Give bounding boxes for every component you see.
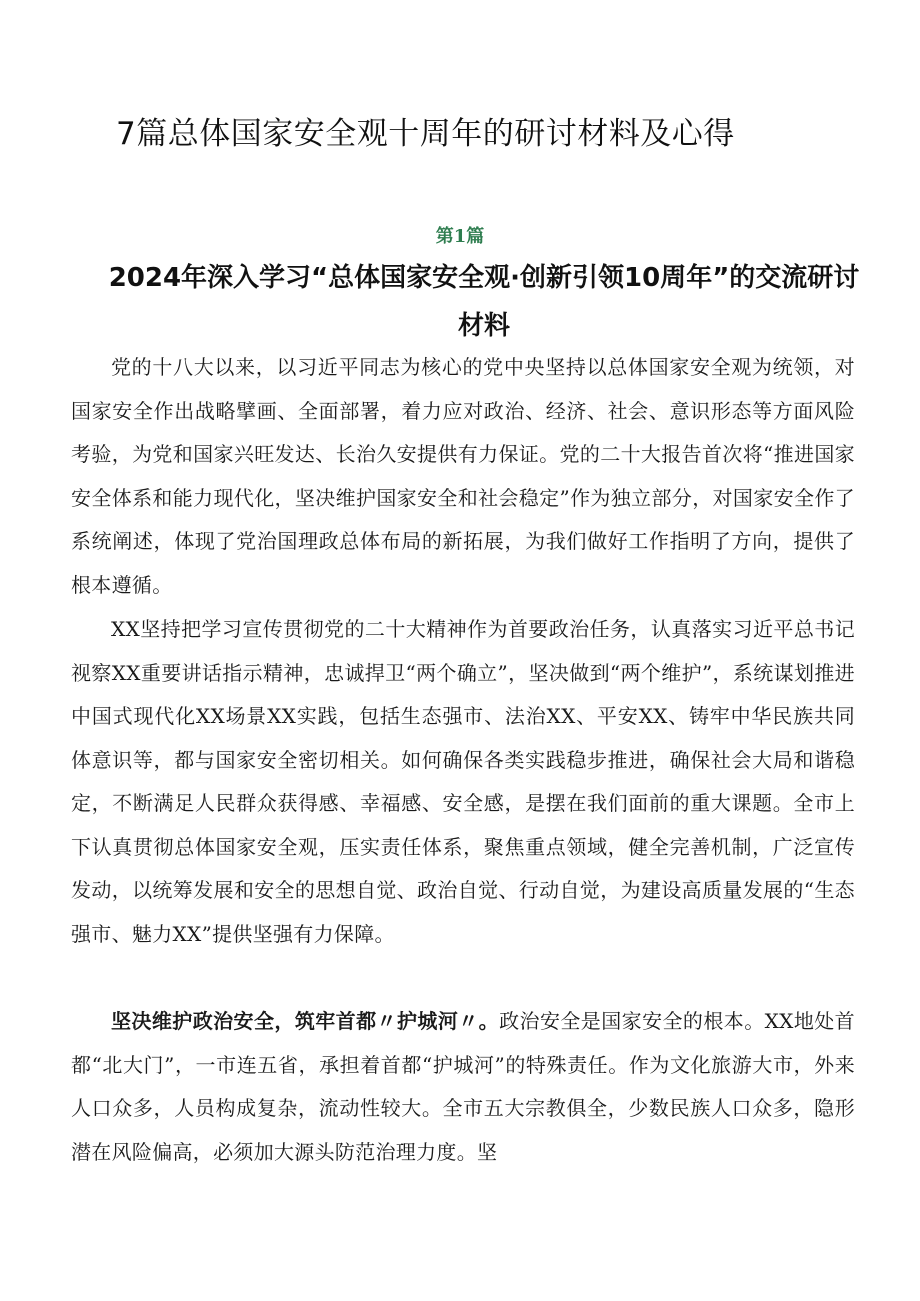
paragraph-body: 政治安全是国家安全的根本。XX地处首都“北大门”，一市连五省，承担着首都“护城河”的特殊责任。作为文化旅游大市，外来人口众多，人员构成复杂，流动性较大。全市五大宗教俱全，少数民族人口众多，隐形潜在风险偏高，必须加大源头防范治理力度。坚 bbox=[71, 1009, 855, 1164]
document-title: 7篇总体国家安全观十周年的研讨材料及心得 bbox=[116, 116, 735, 152]
paragraph-text bbox=[71, 1000, 855, 1174]
body-paragraph-3 bbox=[71, 1000, 855, 1174]
section-heading: 2024年深入学习“总体国家安全观·创新引领10周年”的交流研讨材料 bbox=[108, 263, 860, 341]
paragraph-text: XX坚持把学习宣传贯彻党的二十大精神作为首要政治任务，认真落实习近平总书记视察XX重要讲话指示精神，忠诚捍卫“两个确立”，坚决做到“两个维护”，系统谋划推进中国式现代化XX场景XX实践，包括生态强市、法治XX、平安XX、铸牢中华民族共同体意识等，都与国家安全密切相关。如何确保各类实践稳步推进，确保社会大局和谐稳定，不断满足人民群众获得感、幸福感、安全感，是摆在我们面前的重大课题。全市上下认真贯彻总体国家安全观，压实责任体系，聚焦重点领域，健全完善机制，广泛宣传发动，以统筹发展和安全的思想自觉、政治自觉、行动自觉，为建设高质量发展的“生态强市、魅力XX”提供坚强有力保障。 bbox=[71, 617, 855, 946]
paragraph-lead-heading: 坚决维护政治安全，筑牢首都〃护城河〃。 bbox=[111, 1009, 500, 1033]
body-paragraph-1 bbox=[71, 346, 855, 607]
body-paragraph-2 bbox=[71, 608, 855, 956]
paragraph-text: 党的十八大以来，以习近平同志为核心的党中央坚持以总体国家安全观为统领，对国家安全作出战略擘画、全面部署，着力应对政治、经济、社会、意识形态等方面风险考验，为党和国家兴旺发达、长治久安提供有力保证。党的二十大报告首次将“推进国家安全体系和能力现代化，坚决维护国家安全和社会稳定”作为独立部分，对国家安全作了系统阐述，体现了党治国理政总体布局的新拓展，为我们做好工作指明了方向，提供了根本遵循。 bbox=[71, 355, 855, 597]
part-label: 第1篇 bbox=[435, 226, 485, 247]
